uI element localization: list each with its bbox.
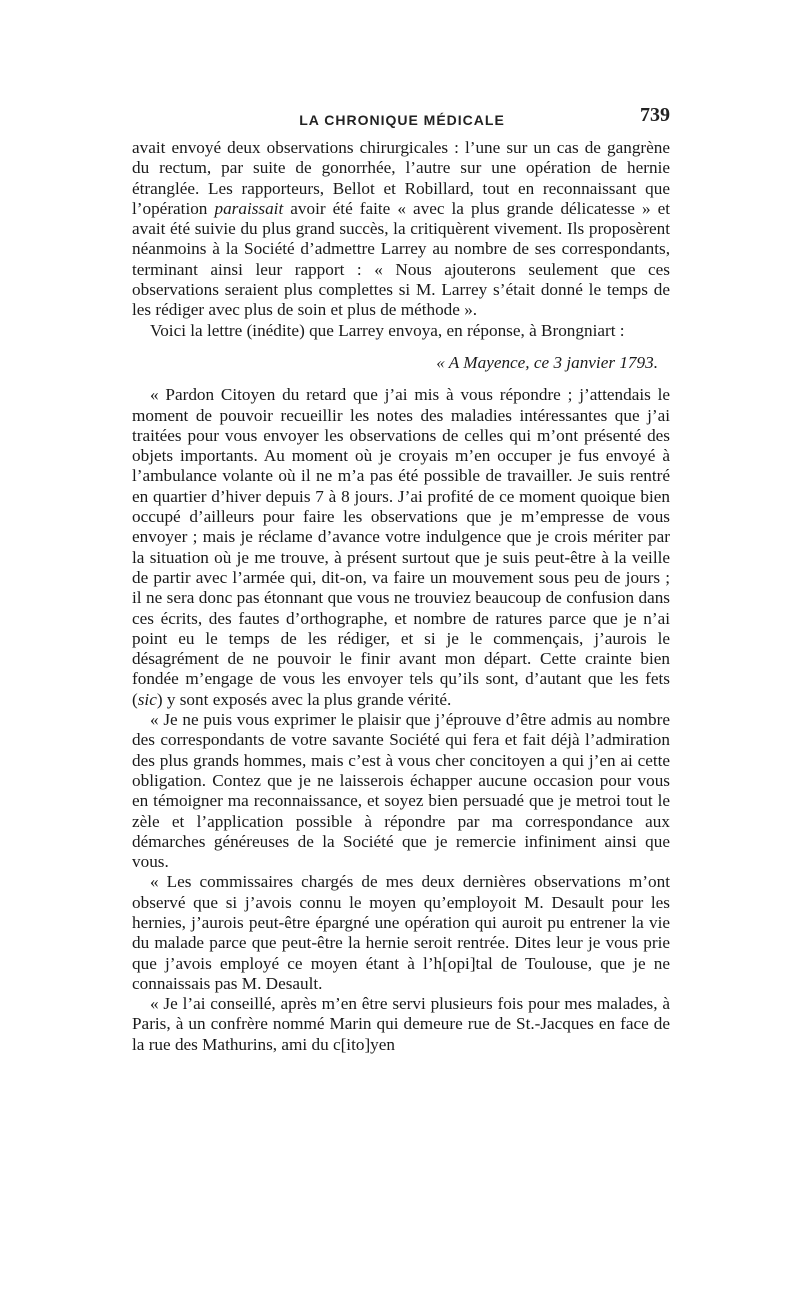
paragraph-2: Voici la lettre (inédite) que Larrey envoya, en réponse, à Brongniart : — [150, 320, 625, 340]
paragraph-4: « Je ne puis vous exprimer le plaisir que j’éprouve d’être admis au nombre des correspondants de votre savante Société qui fera et fait déjà l’admiration des plus grands hommes, mais c’est à vous cher concitoyen a qui j’en ai cette obligation. Contez que je ne laisserois échapper aucune occasion pour vous en témoigner ma reconnaissance, et soyez bien persuadé que je metroi tout le zèle et l’application possible à répondre par ma correspondance aux démarches généreuses de la Société que je remercie infiniment ainsi que vous. — [132, 710, 670, 872]
paragraph-1-emphasis: paraissait — [214, 198, 284, 218]
paragraph-1 — [132, 138, 670, 321]
paragraph-3-text-a: « Pardon Citoyen du retard que j’ai mis à vous répondre ; j’attendais le moment de pouvoir recueillir les notes des maladies intéressantes que j’ai traitées pour vous envoyer les observations de celles qui m’ont présenté des objets importants. Au moment où je croyais m’en occuper je fus envoyé à l’ambulance volante où il ne m’a pas été possible de travailler. Je suis rentré en quartier d’hiver depuis 7 à 8 jours. J’ai profité de ce moment quoique bien occupé d’ailleurs pour faire les observations que je m’empresse de vous envoyer ; mais je réclame d’avance votre indulgence que je crois mériter par la situation où je me trouve, à présent surtout que je suis peut-être à la veille de partir avec l’armée qui, dit-on, va faire un mouvement sous peu de jours ; il ne sera donc pas étonnant que vous ne trouviez beaucoup de confusion dans ces écrits, des fautes d’orthographe, et nombre de ratures parce que je n’ai point eu le temps de les rédiger, et si je le commençais, j’aurois le désagrément de ne pouvoir le finir avant mon départ. Cette crainte bien fondée m’engage de vous les envoyer tels qu’ils sont, d’autant que les fets ( — [132, 385, 670, 709]
page-header — [132, 104, 672, 134]
paragraph-3 — [132, 385, 670, 710]
paragraph-3-text-b: ) y sont exposés avec la plus grande vérité. — [156, 689, 452, 709]
page-number: 739 — [640, 104, 670, 126]
paragraph-3-emphasis: sic — [137, 689, 157, 709]
paragraph-1-text-b: avoir été faite « avec la plus grande délicatesse » et avait été suivie du plus grand succès, la critiquèrent vivement. Ils proposèrent néanmoins à la Société d’admettre Larrey au nombre de ses correspondants, terminant ainsi leur rapport : « Nous ajouterons seulement que ces observations seraient plus complettes si M. Larrey s’était donné le temps de les rédiger avec plus de soin et plus de méthode ». — [132, 198, 671, 320]
paragraph-6: « Je l’ai conseillé, après m’en être servi plusieurs fois pour mes malades, à Paris, à un confrère nommé Marin qui demeure rue de St.-Jacques en face de la rue des Mathurins, ami du c[ito]yen — [132, 994, 670, 1054]
paragraph-5: « Les commissaires chargés de mes deux dernières observations m’ont observé que si j’avois connu le moyen qu’employoit M. Desault pour les hernies, j’aurois peut-être épargné une opération qui auroit pu entrener la vie du malade parce que peut-être la hernie seroit rentrée. Dites leur je vous prie que j’avois employé ce moyen étant à l’h[opi]tal de Toulouse, que je ne connaissais pas M. Desault. — [132, 872, 670, 993]
letter-dateline: « A Mayence, ce 3 janvier 1793. — [436, 352, 658, 372]
paragraph-1-text-a: avait envoyé deux observations chirurgicales : l’une sur un cas de gangrène du rectum, par suite de gonorrhée, l’autre sur une opération de hernie étranglée. Les rapporteurs, Bellot et Robillard, tout en reconnaissant que l’opération — [132, 138, 670, 218]
body-text — [132, 138, 670, 1055]
running-title: LA CHRONIQUE MÉDICALE — [299, 112, 505, 128]
